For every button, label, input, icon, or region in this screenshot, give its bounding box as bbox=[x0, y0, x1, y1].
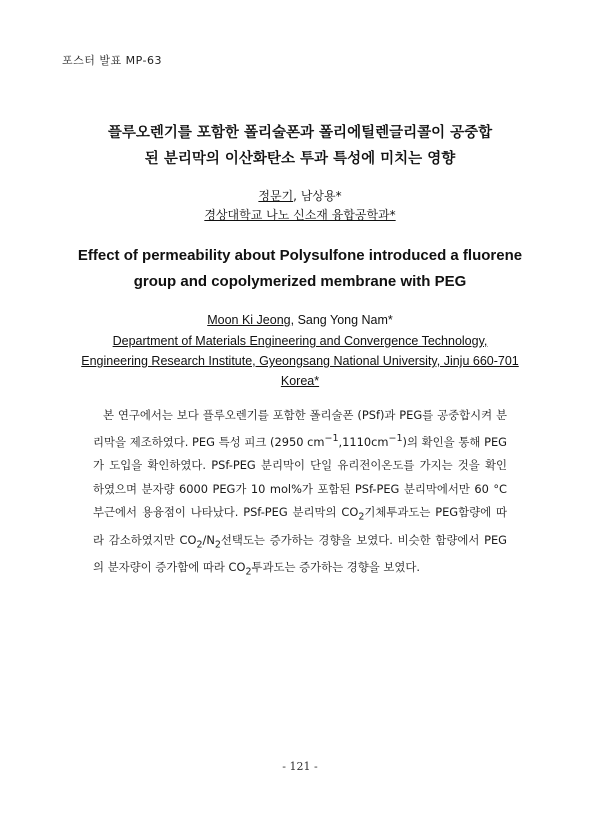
abstract-text-2: ,1110cm bbox=[338, 435, 389, 450]
korean-authors bbox=[0, 187, 600, 204]
korean-title-line-2: 된 분리막의 이산화탄소 투과 특성에 미치는 영향 bbox=[144, 151, 456, 167]
english-author-first: Moon Ki Jeong bbox=[207, 313, 291, 327]
abstract-text-6: 선택도는 증가하는 경향을 보였다. 비슷한 함량에서 PEG의 분자량이 증가함에 따라 CO bbox=[93, 532, 508, 575]
english-title bbox=[60, 243, 540, 295]
abstract bbox=[93, 404, 507, 584]
korean-author-separator: , bbox=[293, 189, 301, 203]
abstract-text-5: /N bbox=[202, 532, 215, 547]
korean-author-second: 남상용* bbox=[300, 189, 342, 203]
abstract-superscript-1: −1 bbox=[324, 433, 339, 445]
page-number: - 121 - bbox=[282, 760, 318, 773]
abstract-text-3: )의 확인을 통해 PEG가 도입을 확인하였다. PSf-PEG 분리막이 단일 유리전이온도를 가지는 것을 확인 하였으며 분자량 6000 PEG가 10 mol%가 포함된 PSf-PEG 분리막에서만 60 °C 부근에서 용융점이 나타났다. PSf-PEG 분리막의 CO bbox=[93, 435, 507, 519]
english-affiliation-line-3: Korea* bbox=[280, 374, 320, 388]
english-title-line-1: Effect of permeability about Polysulfone introduced a fluorene bbox=[77, 247, 523, 264]
abstract-subscript-2: 2 bbox=[196, 538, 203, 550]
english-author-second: Sang Yong Nam* bbox=[297, 313, 393, 327]
korean-affiliation: 경상대학교 나노 신소재 융합공학과* bbox=[204, 208, 396, 222]
abstract-text-1: 본 연구에서는 보다 플루오렌기를 포함한 폴리술폰 (PSf)과 PEG를 공중합시켜 분리막을 제조하였다. PEG 특성 피크 (2950 cm bbox=[93, 408, 507, 450]
english-affiliation-line-2: Engineering Research Institute, Gyeongsang National University, Jinju 660-701 bbox=[81, 354, 519, 368]
abstract-text-4: 기체투과도는 PEG함량에 따라 감소하였지만 CO bbox=[93, 504, 507, 547]
abstract-superscript-2: −1 bbox=[388, 433, 403, 445]
english-author-separator: , bbox=[290, 313, 298, 327]
abstract-subscript-1: 2 bbox=[358, 511, 365, 523]
abstract-subscript-3: 2 bbox=[214, 538, 221, 550]
english-authors bbox=[0, 313, 600, 327]
session-label: 포스터 발표 MP-63 bbox=[62, 54, 162, 67]
english-affiliation-line-1: Department of Materials Engineering and Convergence Technology, bbox=[112, 334, 488, 348]
english-title-line-2: group and copolymerized membrane with PEG bbox=[133, 273, 467, 290]
abstract-paragraph bbox=[93, 404, 507, 584]
abstract-text-7: 투과도는 증가하는 경향을 보였다. bbox=[251, 560, 421, 575]
abstract-subscript-4: 2 bbox=[245, 566, 252, 578]
korean-author-first: 정문기 bbox=[258, 189, 294, 203]
korean-title-line-1: 플루오렌기를 포함한 폴리술폰과 폴리에틸렌글리콜이 공중합 bbox=[107, 125, 493, 141]
korean-title bbox=[60, 120, 540, 172]
